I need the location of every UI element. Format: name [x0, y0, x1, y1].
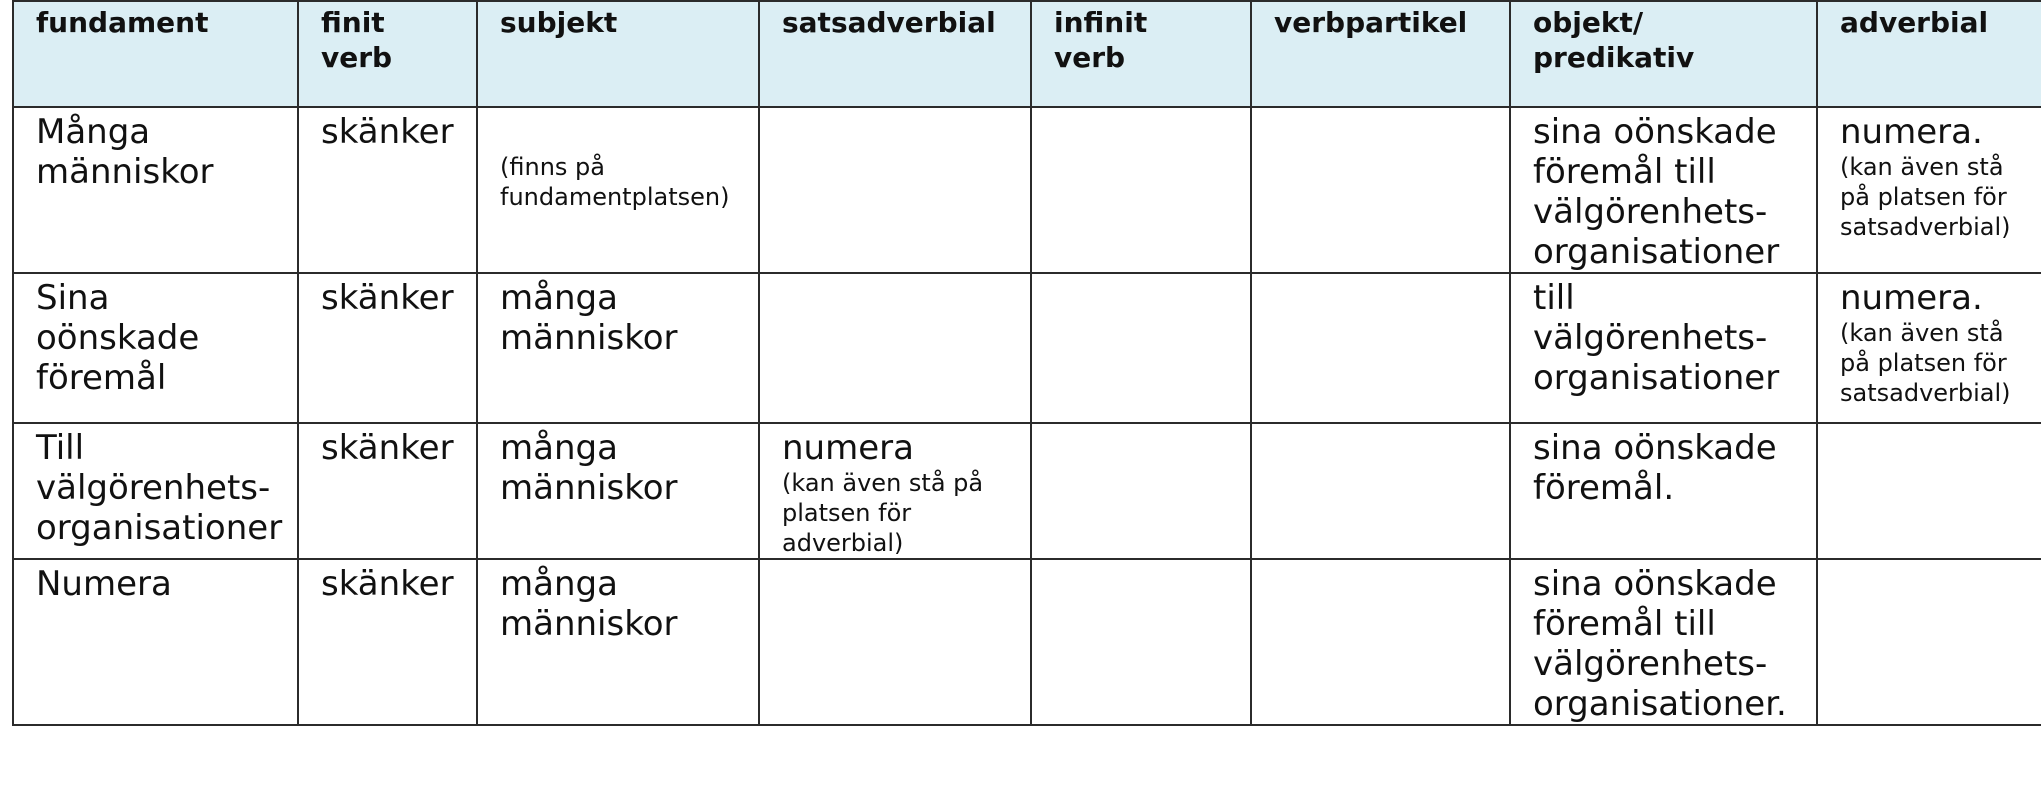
cell-finit-verb	[298, 559, 477, 725]
cell-verbpartikel	[1251, 423, 1510, 559]
cell-fundament	[13, 423, 298, 559]
cell-fundament	[13, 559, 298, 725]
table-row	[13, 559, 2041, 725]
cell-objekt-predikativ	[1510, 107, 1817, 273]
cell-note: (finns på fundamentplatsen)	[500, 153, 730, 211]
cell-finit-verb	[298, 423, 477, 559]
column-header-objekt-predikativ: objekt/ predikativ	[1510, 1, 1817, 107]
table-row	[13, 423, 2041, 559]
cell-text: numera.	[1840, 278, 1983, 318]
cell-satsadverbial	[759, 559, 1031, 725]
header-row	[13, 1, 2041, 107]
cell-text: sina oönskade föremål till välgörenhets-organisationer.	[1533, 564, 1787, 724]
column-header-finit-verb: finit verb	[298, 1, 477, 107]
cell-text: skänker	[321, 278, 454, 318]
cell-objekt-predikativ	[1510, 559, 1817, 725]
cell-text: Många människor	[36, 112, 214, 192]
cell-text: många människor	[500, 428, 678, 508]
cell-objekt-predikativ	[1510, 273, 1817, 423]
cell-infinit-verb	[1031, 107, 1251, 273]
cell-satsadverbial	[759, 273, 1031, 423]
cell-text: numera	[782, 428, 914, 468]
cell-note: (kan även stå på platsen för adverbial)	[782, 469, 984, 557]
cell-text: skänker	[321, 564, 454, 604]
cell-verbpartikel	[1251, 273, 1510, 423]
cell-subjekt	[477, 559, 759, 725]
cell-text: sina oönskade föremål.	[1533, 428, 1777, 508]
cell-text: sina oönskade föremål till välgörenhets-organisationer	[1533, 112, 1780, 272]
cell-finit-verb	[298, 273, 477, 423]
column-header-subjekt: subjekt	[477, 1, 759, 107]
cell-text: till välgörenhets-organisationer	[1533, 278, 1780, 398]
cell-verbpartikel	[1251, 107, 1510, 273]
cell-adverbial	[1817, 423, 2041, 559]
sentence-scheme-table	[12, 0, 2041, 726]
cell-finit-verb	[298, 107, 477, 273]
cell-text: Sina oönskade föremål	[36, 278, 200, 398]
column-header-satsadverbial: satsadverbial	[759, 1, 1031, 107]
cell-note: (kan även stå på platsen för satsadverbial)	[1840, 153, 2011, 241]
cell-subjekt	[477, 107, 759, 273]
cell-satsadverbial	[759, 107, 1031, 273]
cell-text: numera.	[1840, 112, 1983, 152]
cell-text: Numera	[36, 564, 172, 604]
cell-fundament	[13, 107, 298, 273]
table-row	[13, 107, 2041, 273]
cell-verbpartikel	[1251, 559, 1510, 725]
column-header-adverbial: adverbial	[1817, 1, 2041, 107]
cell-satsadverbial	[759, 423, 1031, 559]
cell-subjekt	[477, 273, 759, 423]
cell-text: många människor	[500, 278, 678, 358]
cell-subjekt	[477, 423, 759, 559]
cell-infinit-verb	[1031, 423, 1251, 559]
table-row	[13, 273, 2041, 423]
cell-infinit-verb	[1031, 273, 1251, 423]
column-header-verbpartikel: verbpartikel	[1251, 1, 1510, 107]
cell-adverbial	[1817, 273, 2041, 423]
cell-text: skänker	[321, 428, 454, 468]
cell-adverbial	[1817, 559, 2041, 725]
column-header-infinit-verb: infinit verb	[1031, 1, 1251, 107]
cell-text: många människor	[500, 564, 678, 644]
cell-text: skänker	[321, 112, 454, 152]
cell-text: Till välgörenhets-organisationer	[36, 428, 283, 548]
cell-note: (kan även stå på platsen för satsadverbial)	[1840, 319, 2011, 407]
cell-infinit-verb	[1031, 559, 1251, 725]
cell-fundament	[13, 273, 298, 423]
cell-adverbial	[1817, 107, 2041, 273]
column-header-fundament: fundament	[13, 1, 298, 107]
cell-objekt-predikativ	[1510, 423, 1817, 559]
